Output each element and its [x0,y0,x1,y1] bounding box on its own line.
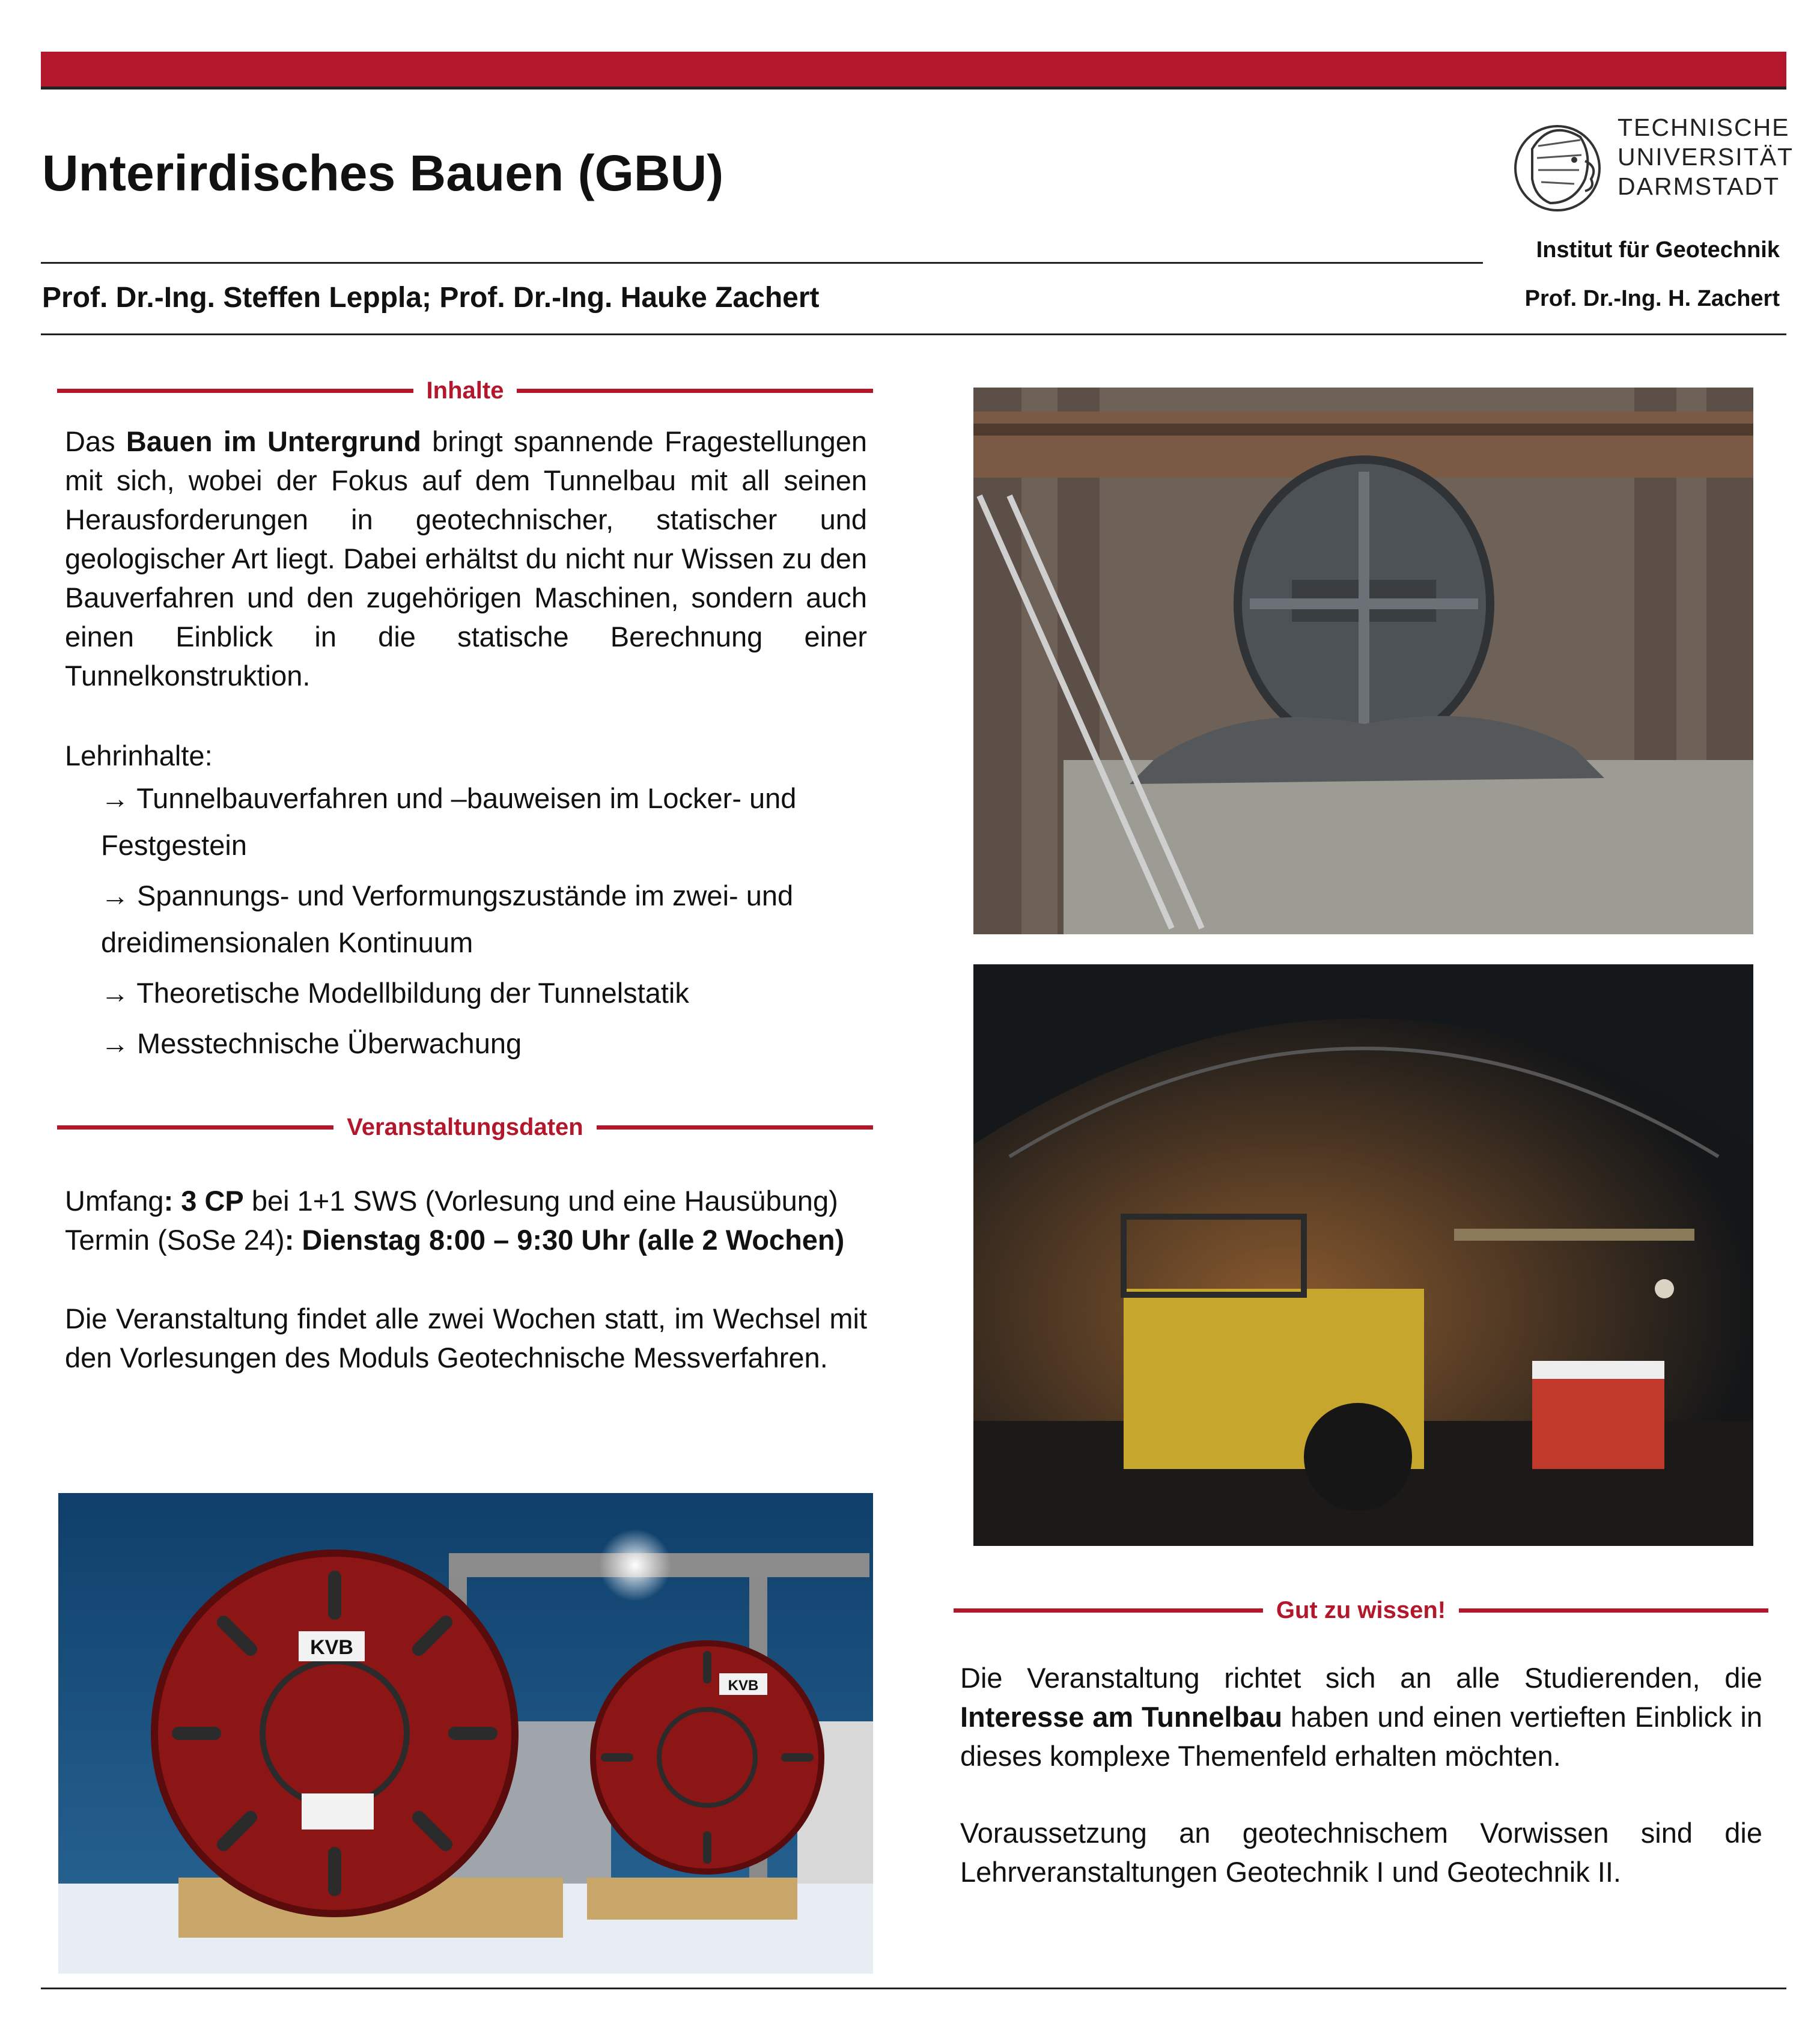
header-divider [41,333,1786,335]
cutter-head-shaft-photo [973,388,1753,934]
tunnel-vehicle-photo [973,964,1753,1546]
heading-line-left [57,1125,333,1130]
heading-line-right [597,1125,873,1130]
heading-line-right [517,389,873,393]
heading-line-right [1459,1608,1768,1613]
authors-line: Prof. Dr.-Ing. Steffen Leppla; Prof. Dr.-Ing. Hauke Zachert [42,282,820,314]
veranstaltung-details [65,1181,867,1259]
section-heading-veranstaltungsdaten [57,1109,873,1145]
heading-line-left [57,389,413,393]
inhalte-intro [65,422,867,695]
gut-paragraph-1: Die Veranstaltung richtet sich an alle Studierenden, die Interesse am Tunnelbau haben und einen vertieften Einblick in dieses komplexe Themenfeld erhalten möchten. [960,1662,1762,1772]
logo-line-1: TECHNISCHE [1618,114,1790,141]
title-divider [41,262,1483,264]
institute-name: Institut für Geotechnik [1536,237,1780,263]
tbm-outdoor-photo [58,1493,873,1974]
gut-paragraph-2: Voraussetzung an geotechnischem Vorwissen sind die Lehrveranstaltungen Geotechnik I und Geotechnik II. [960,1817,1762,1888]
veranstaltung-note: Die Veranstaltung findet alle zwei Wochen statt, im Wechsel mit den Vorlesungen des Moduls Geotechnische Messverfahren. [65,1303,867,1373]
list-item: → Tunnelbauverfahren und –bauweisen im Locker- und Festgestein [101,782,797,861]
list-item: → Theoretische Modellbildung der Tunnelstatik [101,977,689,1009]
section-heading-gut-zu-wissen [954,1592,1768,1628]
logo-line-3: DARMSTADT [1618,172,1780,200]
intro-text-rest: bringt spannende Fragestellungen mit sich, wobei der Fokus auf dem Tunnelbau mit all seinen Herausforderungen in geotechnischer, statischer und geologischer Art liegt. Dabei erhältst du nicht nur Wissen zu den Bauverfahren und den zugehörigen Maschinen, sondern auch einen Einblick in die statische Berechnung einer Tunnelkonstruktion. [65,425,868,692]
lehrinhalte-list [101,775,852,1071]
logo-line-2: UNIVERSITÄT [1618,143,1794,171]
section-heading-label: Inhalte [426,377,504,404]
list-item: → Spannungs- und Verformungszustände im zwei- und dreidimensionalen Kontinuum [101,880,794,958]
footer-divider [41,1988,1786,1989]
heading-line-left [954,1608,1263,1613]
termin-line: Termin (SoSe 24): Dienstag 8:00 – 9:30 Uhr (alle 2 Wochen) [65,1224,845,1256]
page-title: Unterirdisches Bauen (GBU) [42,145,724,201]
professor-name: Prof. Dr.-Ing. H. Zachert [1524,286,1780,311]
tbm-brand-label-2: KVB [728,1677,759,1694]
athena-head-icon [1514,113,1604,220]
umfang-line: Umfang: 3 CP bei 1+1 SWS (Vorlesung und eine Hausübung) [65,1185,838,1217]
section-heading-label: Veranstaltungsdaten [347,1113,583,1140]
top-accent-bar [41,52,1786,90]
intro-text-start: Das [65,425,126,457]
section-heading-inhalte [57,373,873,409]
list-item: → Messtechnische Überwachung [101,1027,522,1059]
section-heading-label: Gut zu wissen! [1276,1596,1446,1623]
tbm-brand-label-1: KVB [310,1636,353,1659]
lehrinhalte-label: Lehrinhalte: [65,740,213,771]
intro-text-bold: Bauen im Untergrund [126,425,421,457]
tu-darmstadt-logo [1514,113,1794,220]
